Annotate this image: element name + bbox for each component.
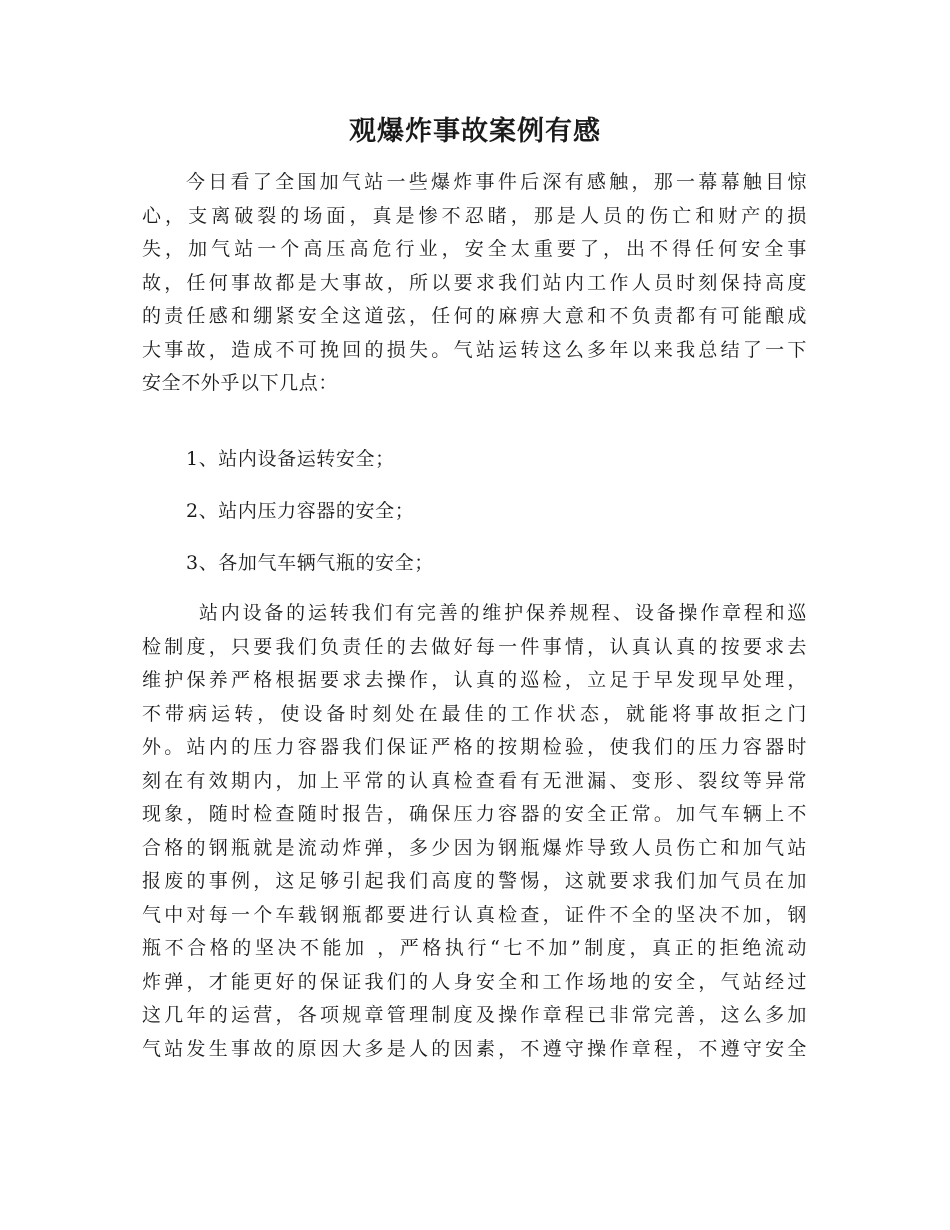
paragraph-line: 报废的事例，这足够引起我们高度的警惕，这就要求我们加气员在加 xyxy=(142,870,807,892)
paragraph-line: 气站发生事故的原因大多是人的因素，不遵守操作章程，不遵守安全 xyxy=(142,1037,807,1060)
paragraph-line: 故，任何事故都是大事故，所以要求我们站内工作人员时刻保持高度 xyxy=(142,271,807,294)
paragraph-line: 维护保养严格根据要求去操作，认真的巡检，立足于早发现早处理， xyxy=(142,669,807,691)
paragraph-line: 今日看了全国加气站一些爆炸事件后深有感触，那一幕幕触目惊 xyxy=(186,171,807,193)
paragraph-line: 安全不外乎以下几点： xyxy=(142,372,339,394)
paragraph-line: 外。站内的压力容器我们保证严格的按期检验，使我们的压力容器时 xyxy=(142,736,807,758)
paragraph-line: 刻在有效期内，加上平常的认真检查看有无泄漏、变形、裂纹等异常 xyxy=(142,769,807,792)
list-item: 1、站内设备运转安全； xyxy=(186,448,395,470)
paragraph-line: 的责任感和绷紧安全这道弦，任何的麻痹大意和不负责都有可能酿成 xyxy=(142,305,807,327)
paragraph-line: 瓶不合格的坚决不能加 ，严格执行“七不加”制度，真正的拒绝流动 xyxy=(142,937,807,959)
list-item: 3、各加气车辆气瓶的安全； xyxy=(186,552,434,574)
paragraph-line: 不带病运转，使设备时刻处在最佳的工作状态，就能将事故拒之门 xyxy=(142,702,807,725)
paragraph-2 xyxy=(142,597,807,1066)
paragraph-line: 炸弹，才能更好的保证我们的人身安全和工作场地的安全，气站经过 xyxy=(142,970,807,993)
paragraph-line: 心，支离破裂的场面，真是惨不忍睹，那是人员的伤亡和财产的损 xyxy=(142,204,807,227)
paragraph-line: 站内设备的运转我们有完善的维护保养规程、设备操作章程和巡 xyxy=(199,602,807,624)
paragraph-line: 这几年的运营，各项规章管理制度及操作章程已非常完善，这么多加 xyxy=(142,1004,807,1026)
paragraph-line: 气中对每一个车载钢瓶都要进行认真检查，证件不全的坚决不加，钢 xyxy=(142,903,807,926)
paragraph-line: 现象，随时检查随时报告，确保压力容器的安全正常。加气车辆上不 xyxy=(142,803,807,825)
paragraph-line: 失，加气站一个高压高危行业，安全太重要了，出不得任何安全事 xyxy=(142,238,807,260)
paragraph-1 xyxy=(142,166,807,401)
list-item: 2、站内压力容器的安全； xyxy=(186,500,415,522)
document-title: 观爆炸事故案例有感 xyxy=(349,116,601,147)
paragraph-line: 大事故，造成不可挽回的损失。气站运转这么多年以来我总结了一下 xyxy=(142,338,807,361)
paragraph-line: 检制度，只要我们负责任的去做好每一件事情，认真认真的按要求去 xyxy=(142,635,807,658)
paragraph-line: 合格的钢瓶就是流动炸弹，多少因为钢瓶爆炸导致人员伤亡和加气站 xyxy=(142,836,807,859)
